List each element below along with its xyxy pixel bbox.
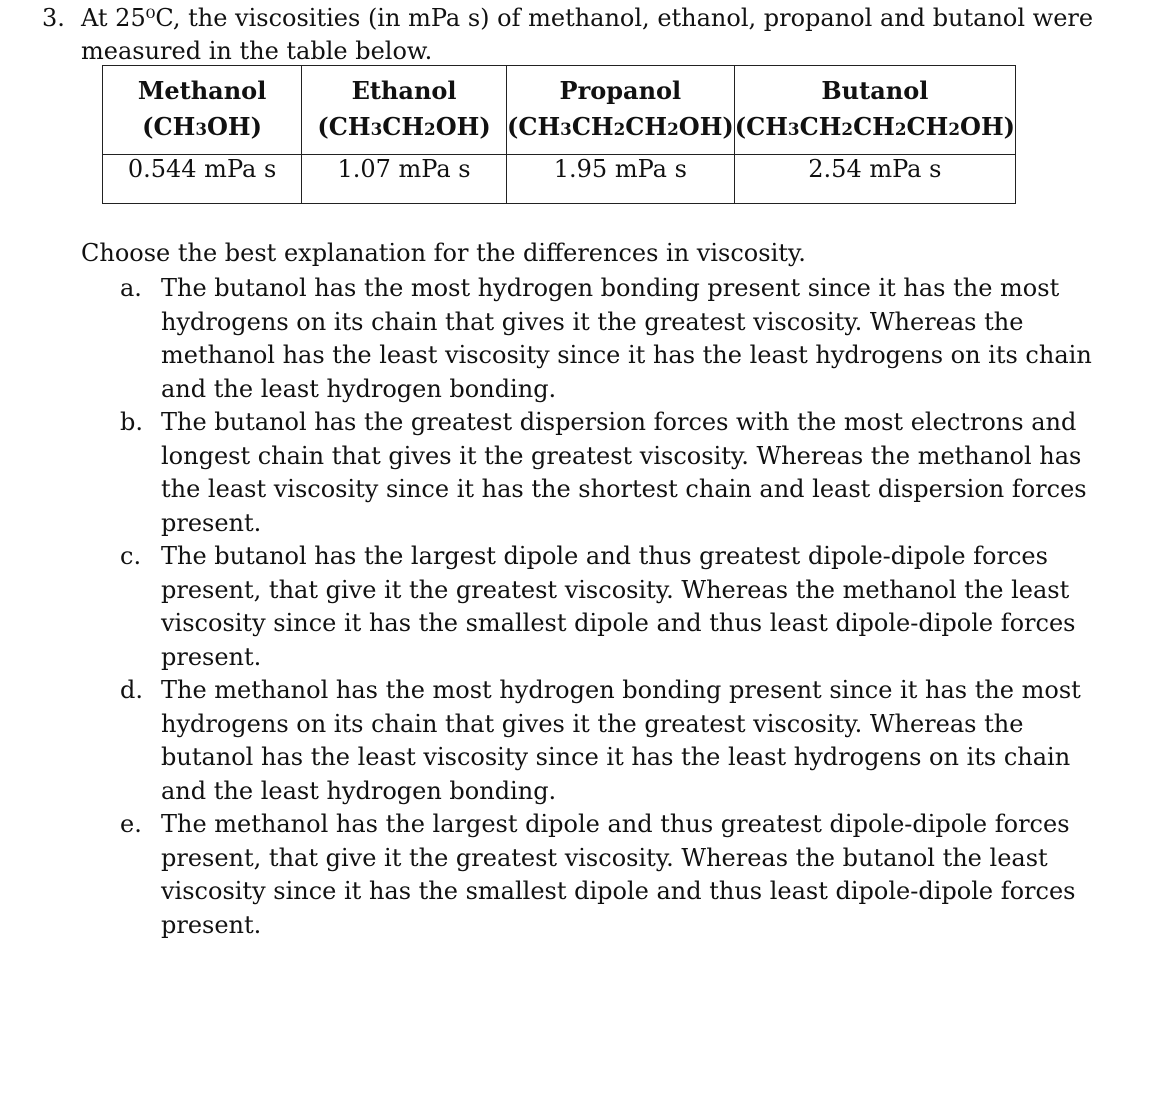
option-text: The methanol has the most hydrogen bonding present since it has the most hydrogens on its chain that gives it the greatest viscosity. Whereas the butanol has the least viscosity since it has the least hydrogens on its chain and the least hydrogen bonding. [161,676,1081,805]
table-cell-butanol-viscosity: 2.54 mPa s [734,155,1015,204]
option-text: The butanol has the largest dipole and thus greatest dipole-dipole forces present, that give it the greatest viscosity. Whereas the methanol the least viscosity since it has the smallest dipole and thus least dipole-dipole forces present. [161,542,1076,671]
option-letter: e. [120,810,142,838]
option-text: The butanol has the greatest dispersion forces with the most electrons and longest chain that gives it the greatest viscosity. Whereas the methanol has the least viscosity since it has the shortest chain and least dispersion forces present. [161,408,1087,537]
viscosity-table [102,65,1016,204]
option-text: The methanol has the largest dipole and thus greatest dipole-dipole forces present, that give it the greatest viscosity. Whereas the butanol the least viscosity since it has the smallest dipole and thus least dipole-dipole forces present. [161,810,1076,939]
option-letter: d. [120,676,143,704]
table-value-row [103,155,1016,204]
table-cell-methanol-viscosity: 0.544 mPa s [103,155,302,204]
option-letter: a. [120,274,142,302]
option-text: The butanol has the most hydrogen bonding present since it has the most hydrogens on its chain that gives it the greatest viscosity. Whereas the methanol has the least viscosity since it has the least hydrogens on its chain and the least hydrogen bonding. [161,274,1092,403]
option-letter: b. [120,408,143,436]
option-d[interactable] [120,674,1120,808]
table-cell-propanol-viscosity: 1.95 mPa s [506,155,734,204]
table-header-cell-ethanol [302,66,507,155]
table-cell-ethanol-viscosity: 1.07 mPa s [302,155,507,204]
table-header-row [103,66,1016,155]
header-formula: (CH3CH2CH2OH) [506,112,734,141]
answer-options [120,272,1120,942]
table-header-cell-propanol [506,66,734,155]
header-name: Propanol [559,76,682,105]
header-formula: (CH3CH2OH) [317,112,491,141]
header-formula: (CH3OH) [142,112,262,141]
option-b[interactable] [120,406,1120,540]
header-name: Ethanol [351,76,457,105]
header-name: Butanol [821,76,929,105]
question-prompt: Choose the best explanation for the differences in viscosity. [81,239,806,267]
option-a[interactable] [120,272,1120,406]
option-letter: c. [120,542,142,570]
question-text-line-1: At 25⁰C, the viscosities (in mPa s) of methanol, ethanol, propanol and butanol were [81,4,1094,32]
table-header-cell-butanol [734,66,1015,155]
question-number: 3. [42,4,65,32]
header-formula: (CH3CH2CH2CH2OH) [734,112,1015,141]
question-text-line-2: measured in the table below. [81,37,433,65]
table-header-cell-methanol [103,66,302,155]
option-e[interactable] [120,808,1120,942]
option-c[interactable] [120,540,1120,674]
header-name: Methanol [137,76,267,105]
